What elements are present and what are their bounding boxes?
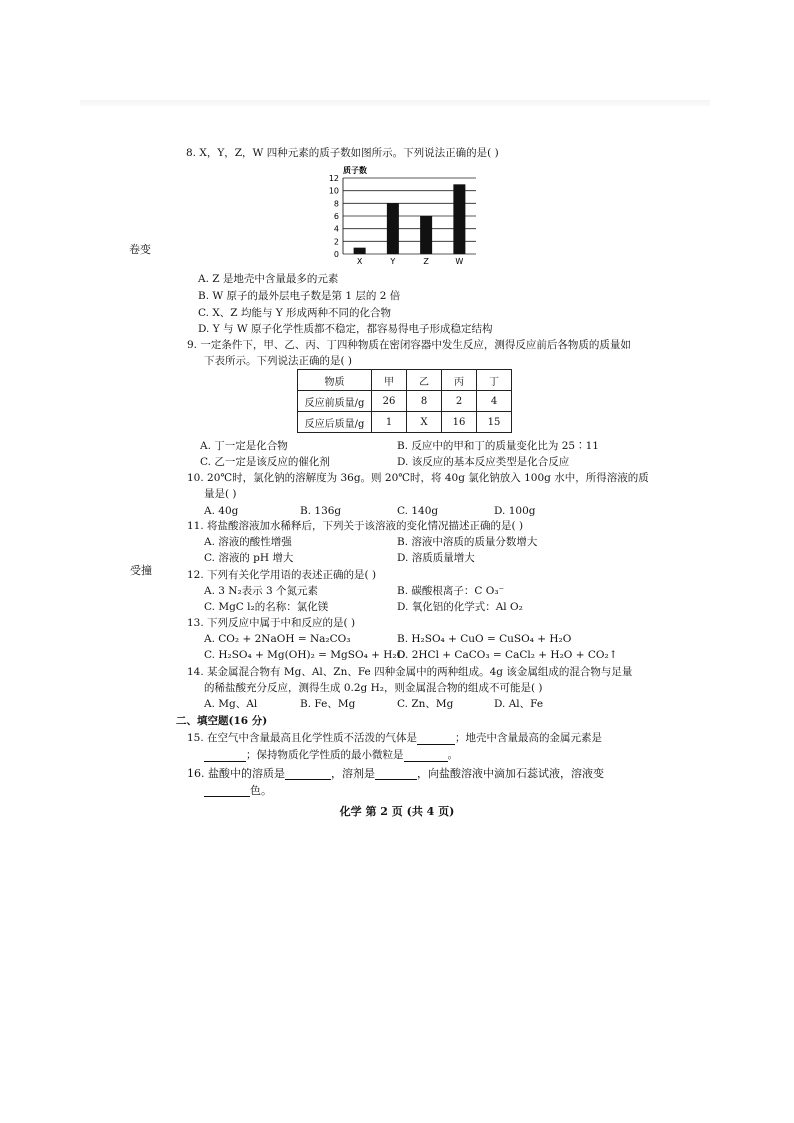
- page-footer: 化学 第 2 页 (共 4 页): [339, 805, 455, 818]
- q11-option-d: D. 溶质质量增大: [397, 552, 475, 564]
- y-tick-label: 0: [333, 250, 339, 259]
- scan-shadow: [80, 100, 710, 106]
- margin-mark-1: 卷变: [129, 243, 151, 256]
- q15-blank-1[interactable]: [417, 744, 455, 745]
- y-tick-label: 2: [333, 237, 339, 247]
- table-cell: 8: [407, 391, 442, 412]
- table-cell: 1: [372, 412, 407, 433]
- q11-option-c: C. 溶液的 pH 增大: [204, 552, 294, 564]
- q9-stem-2: 下表所示。下列说法正确的是( ): [204, 355, 353, 367]
- q9-option-b: B. 反应中的甲和丁的质量变化比为 25∶11: [397, 440, 599, 452]
- q10-option-b: B. 136g: [300, 505, 342, 517]
- q13-option-b: B. H₂SO₄ + CuO = CuSO₄ + H₂O: [397, 633, 572, 645]
- q15-line-1: [187, 732, 602, 745]
- q9-stem-1: 9. 一定条件下，甲、乙、丙、丁四种物质在密闭容器中发生反应，测得反应前后各物质的质量如: [187, 339, 631, 351]
- table-cell: 16: [442, 412, 477, 433]
- table-header-cell: 丁: [477, 370, 512, 391]
- q16-text-2: ，溶剂是: [331, 767, 375, 780]
- q15-text-4: 。: [447, 749, 458, 761]
- q13-option-c: C. H₂SO₄ + Mg(OH)₂ = MgSO₄ + H₂O: [204, 649, 406, 661]
- q9-option-a: A. 丁一定是化合物: [200, 440, 288, 452]
- q11-stem: 11. 将盐酸溶液加水稀释后，下列关于该溶液的变化情况描述正确的是( ): [187, 520, 524, 532]
- q12-option-b: B. 碳酸根离子：C O₃⁻: [397, 585, 505, 597]
- table-row: [298, 391, 512, 412]
- q16-text-1: 16. 盐酸中的溶质是: [187, 767, 285, 780]
- table-cell: 反应前质量/g: [298, 391, 372, 412]
- q16-blank-3[interactable]: [204, 796, 250, 797]
- table-header-row: [298, 370, 512, 391]
- bar-x: [354, 248, 366, 254]
- q15-blank-2[interactable]: [204, 761, 246, 762]
- q16-text-3: ，向盐酸溶液中滴加石蕊试液，溶液变: [417, 767, 604, 780]
- q10-option-a: A. 40g: [204, 505, 239, 517]
- mass-table: [297, 369, 512, 433]
- q16-line-2: [204, 784, 272, 797]
- bar-z: [420, 216, 432, 254]
- q10-option-d: D. 100g: [494, 505, 536, 517]
- q8-option-a: A. Z 是地壳中含量最多的元素: [198, 273, 339, 285]
- q8-stem: 8. X，Y，Z，W 四种元素的质子数如图所示。下列说法正确的是( ): [186, 147, 499, 159]
- q13-stem: 13. 下列反应中属于中和反应的是( ): [187, 617, 356, 629]
- table-header-cell: 物质: [298, 370, 372, 391]
- table-row: [298, 412, 512, 433]
- x-tick-label: Y: [390, 257, 396, 266]
- table-cell: 4: [477, 391, 512, 412]
- q14-stem-1: 14. 某金属混合物有 Mg、Al、Zn、Fe 四种金属中的两种组成。4g 该金属组成的混合物与足量: [187, 666, 633, 678]
- table-cell: 26: [372, 391, 407, 412]
- q16-blank-2[interactable]: [375, 779, 417, 780]
- q14-option-d: D. Al、Fe: [494, 698, 544, 710]
- y-tick-label: 8: [333, 199, 339, 209]
- q14-option-b: B. Fe、Mg: [300, 698, 356, 710]
- q12-option-d: D. 氧化铝的化学式：Al O₂: [397, 601, 523, 613]
- table-header-cell: 甲: [372, 370, 407, 391]
- q14-option-c: C. Zn、Mg: [397, 698, 454, 710]
- q8-option-d: D. Y 与 W 原子化学性质都不稳定，都容易得电子形成稳定结构: [198, 323, 493, 335]
- q16-text-4: 色。: [250, 784, 272, 797]
- x-tick-label: Z: [423, 257, 429, 266]
- q15-text-3: ；保持物质化学性质的最小微粒是: [246, 749, 404, 761]
- q15-text-2: ；地壳中含量最高的金属元素是: [455, 732, 603, 744]
- q12-option-c: C. MgC l₂的名称：氯化镁: [204, 601, 329, 613]
- table-cell: 15: [477, 412, 512, 433]
- q10-stem-1: 10. 20℃时，氯化钠的溶解度为 36g。则 20℃时，将 40g 氯化钠放入 100g 水中，所得溶液的质: [187, 472, 649, 484]
- q15-blank-3[interactable]: [404, 761, 448, 762]
- x-tick-label: W: [455, 257, 464, 266]
- q10-stem-2: 量是( ): [204, 488, 237, 500]
- q12-stem: 12. 下列有关化学用语的表述正确的是( ): [187, 569, 377, 581]
- y-tick-label: 12: [328, 174, 339, 183]
- q14-option-a: A. Mg、Al: [204, 698, 258, 710]
- q15-line-2: [204, 749, 458, 762]
- q15-text-1: 15. 在空气中含量最高且化学性质不活泼的气体是: [187, 732, 418, 744]
- proton-bar-chart: [318, 162, 483, 270]
- y-tick-label: 10: [328, 186, 339, 196]
- q11-option-b: B. 溶液中溶质的质量分数增大: [397, 536, 538, 548]
- table-cell: X: [407, 412, 442, 433]
- q11-option-a: A. 溶液的酸性增强: [204, 536, 292, 548]
- y-tick-label: 6: [333, 212, 339, 221]
- q8-option-c: C. X、Z 均能与 Y 形成两种不同的化合物: [198, 307, 392, 319]
- x-tick-label: X: [356, 257, 363, 266]
- bar-w: [453, 184, 465, 254]
- table-cell: 2: [442, 391, 477, 412]
- q14-stem-2: 的稀盐酸充分反应，测得生成 0.2g H₂，则金属混合物的组成不可能是( ): [204, 682, 543, 694]
- q8-option-b: B. W 原子的最外层电子数是第 1 层的 2 倍: [198, 290, 401, 302]
- section-2-heading: 二、填空题(16 分): [176, 715, 268, 727]
- q16-line-1: [187, 767, 604, 780]
- q12-option-a: A. 3 N₂表示 3 个氮元素: [204, 585, 319, 597]
- table-cell: 反应后质量/g: [298, 412, 372, 433]
- table-header-cell: 丙: [442, 370, 477, 391]
- q9-option-c: C. 乙一定是该反应的催化剂: [200, 456, 330, 468]
- q9-option-d: D. 该反应的基本反应类型是化合反应: [397, 456, 570, 468]
- margin-mark-2: 受撞: [130, 564, 152, 577]
- q13-option-a: A. CO₂ + 2NaOH = Na₂CO₃: [204, 633, 351, 645]
- table-header-cell: 乙: [407, 370, 442, 391]
- q16-blank-1[interactable]: [285, 779, 331, 780]
- chart-title: 质子数: [343, 166, 367, 175]
- q13-option-d: D. 2HCl + CaCO₃ = CaCl₂ + H₂O + CO₂↑: [397, 649, 618, 661]
- bar-y: [387, 203, 399, 254]
- q10-option-c: C. 140g: [397, 505, 439, 517]
- y-tick-label: 4: [333, 224, 339, 234]
